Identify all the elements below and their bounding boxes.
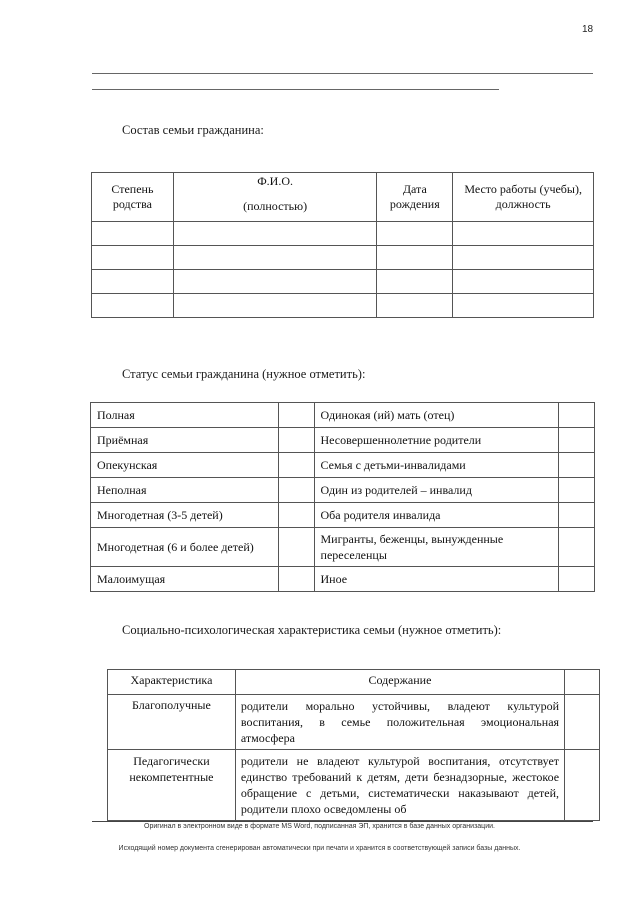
psych-caption: Социально-психологическая характеристика семьи (нужное отметить): [122,623,502,637]
header-birth: Дата рождения [377,173,453,222]
family-caption: Состав семьи гражданина: [122,123,264,137]
characteristic-label: Благополучные [108,695,236,750]
psych-row [108,695,600,750]
psych-header-row [108,670,600,695]
status-label: Многодетная (6 и более детей) [91,528,279,567]
footer-line-1: Оригинал в электронном виде в формате MS Word, подписанная ЭП, хранится в базе данных организации. [144,823,495,830]
psych-checkbox[interactable] [565,695,600,750]
header-fio: Ф.И.О. (полностью) [173,173,377,222]
empty-cell [565,670,600,695]
header-characteristic: Характеристика [108,670,236,695]
status-label: Семья с детьми-инвалидами [314,453,559,478]
status-label: Многодетная (3-5 детей) [91,503,279,528]
header-content: Содержание [235,670,564,695]
psych-checkbox[interactable] [565,750,600,821]
psych-table [107,669,600,821]
status-label: Опекунская [91,453,279,478]
header-relation: Степень родства [92,173,174,222]
psych-row [108,750,600,821]
status-label: Несовершеннолетние родители [314,428,559,453]
page-number: 18 [582,24,594,35]
footer-separator [92,821,593,822]
content-text: родители не владеют культурой воспитания, отсутствует единство требований к детям, дети безнадзорные, жестокое обращение с детьми, систематически наказывают детей, родители плохо осведомлены об [235,750,564,821]
status-label: Иное [314,567,559,592]
footer-line-2: Исходящий номер документа сгенерирован автоматически при печати и хранится в соответствующей записи базы данных. [118,845,521,852]
status-label: Приёмная [91,428,279,453]
status-label: Полная [91,403,279,428]
status-label: Неполная [91,478,279,503]
status-caption: Статус семьи гражданина (нужное отметить): [122,367,366,381]
content-text: родители морально устойчивы, владеют культурой воспитания, в семье положительная эмоциональная атмосфера [235,695,564,750]
status-label: Малоимущая [91,567,279,592]
header-work: Место работы (учебы), должность [453,173,594,222]
characteristic-label: Педагогически некомпетентные [108,750,236,821]
status-label: Один из родителей – инвалид [314,478,559,503]
status-label: Оба родителя инвалида [314,503,559,528]
status-label: Одинокая (ий) мать (отец) [314,403,559,428]
status-label: Мигранты, беженцы, вынужденные переселенцы [314,528,559,567]
